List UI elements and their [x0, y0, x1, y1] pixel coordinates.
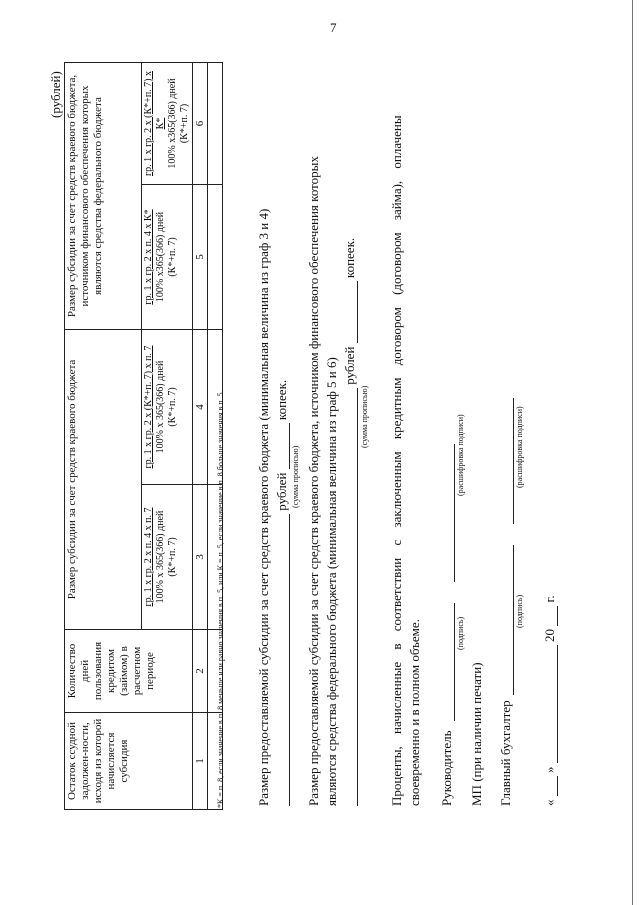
column-number-1: 1 [193, 713, 208, 810]
page-number: 7 [330, 20, 337, 35]
sum-in-words-caption: (сумма прописью) [291, 445, 300, 508]
formula-col4-multiplier: (К*+п. 7) [167, 387, 178, 427]
formula-col3-numerator: гр. 1 х гр. 2 х п. 4 х п. 7 [143, 507, 154, 607]
head-signature-row [439, 444, 455, 806]
head-label: Руководитель [439, 730, 454, 806]
federal-subsidy-amount-row [342, 238, 358, 806]
date-month-field [544, 645, 558, 763]
column-number-3: 3 [193, 485, 208, 630]
header-days-of-use: Количество дней пользования кредитом (займом) в расчетном периоде [65, 630, 193, 713]
head-signature-decode-field [441, 444, 455, 582]
header-loan-balance: Остаток ссудной задолжен-ности, исходя из которой начисляется субсидия [65, 713, 193, 810]
decode-caption: (расшифровка подписи) [456, 414, 465, 496]
formula-col4-denominator: 100% х 365(366) дней [155, 360, 166, 454]
header-regional-budget-group: Размер субсидии за счет средств краевого бюджета [65, 330, 142, 630]
column-number-5: 5 [193, 185, 208, 330]
signature-caption: (подпись) [456, 616, 465, 650]
kopecks-label: копеек. [342, 237, 357, 279]
federal-subsidy-rubles-field [344, 388, 358, 806]
date-quote-open: « [542, 799, 557, 806]
formula-col6-denominator: 100% х365(366) дней [167, 78, 178, 169]
header-federal-source-group: Размер субсидии за счет средств краевого бюджета, источником финансового обеспечения которых являются средства федерального бюджета [65, 63, 142, 330]
rubles-label: рублей [342, 346, 357, 385]
rubles-label: рублей [274, 472, 289, 511]
column-number-4: 4 [193, 330, 208, 485]
regional-subsidy-label: Размер предоставляемой субсидии за счет средств краевого бюджета (минимальная величина из граф 3 и 4) [256, 208, 271, 806]
subsidy-calculation-table [64, 62, 223, 810]
formula-col5-multiplier: (К*+п. 7) [167, 237, 178, 277]
decode-caption: (расшифровка подписи) [515, 406, 524, 488]
date-quote-close: » [542, 766, 557, 773]
interest-statement-line1: Проценты, начисленные в соответствии с заключенным кредитным договором (договором займа), оплачены [389, 115, 404, 806]
accountant-label: Главный бухгалтер [498, 700, 513, 806]
formula-col4 [142, 330, 193, 485]
formula-col3-multiplier: (К*+п. 7) [167, 537, 178, 577]
regional-subsidy-amount-row [274, 380, 290, 806]
signature-caption: (подпись) [515, 594, 524, 628]
page-edge-line [632, 0, 633, 905]
kopecks-label: копеек. [274, 379, 289, 421]
stamp-label: МП (при наличии печати) [469, 662, 484, 806]
federal-subsidy-kopecks-field [344, 281, 358, 343]
column-number-6: 6 [193, 63, 208, 185]
formula-col4-numerator: гр. 1 х гр. 2 х (К*+п. 7) х п. 7 [143, 345, 154, 469]
federal-subsidy-label-line2: являются средства федерального бюджета (минимальная величина из граф 5 и 6) [324, 357, 339, 806]
regional-subsidy-rubles-field [276, 514, 290, 806]
data-cell [208, 185, 223, 330]
date-year-prefix: 20 [542, 629, 557, 642]
formula-col5-numerator: гр. 1 х гр. 2 х п. 4 х К* [143, 209, 154, 305]
federal-subsidy-label-row [324, 357, 340, 806]
date-year-suffix: г. [542, 595, 557, 603]
formula-col5 [142, 185, 193, 330]
accountant-signature-row [498, 398, 514, 806]
formula-col6-multiplier: (К*+п. 7) [179, 103, 190, 144]
currency-unit-note: (рублей) [48, 71, 63, 118]
date-year-field [544, 606, 558, 626]
date-row [542, 595, 558, 806]
federal-subsidy-label-line1: Размер предоставляемой субсидии за счет средств краевого бюджета, источником финансового обеспечения которых [306, 156, 321, 806]
k-footnote: *К = п. 8, если значение в п. 8 меньше или равно значения в п. 5, или К = п. 5, если значение в п. 8 больше значения в п. 5. [216, 390, 225, 808]
formula-col5-denominator: 100% х365(366) дней [155, 211, 166, 303]
accountant-signature-decode-field [500, 398, 514, 524]
data-cell [208, 63, 223, 185]
head-signature-field [441, 603, 455, 721]
regional-subsidy-kopecks-field [276, 423, 290, 469]
formula-col3 [142, 485, 193, 630]
interest-statement-line2: своевременно и в полном объеме. [407, 619, 422, 806]
column-number-2: 2 [193, 630, 208, 713]
formula-col6 [142, 63, 193, 185]
accountant-signature-field [500, 545, 514, 695]
sum-in-words-caption: (сумма прописью) [360, 385, 369, 448]
formula-col3-denominator: 100% х 365(366) дней [155, 510, 166, 604]
formula-col6-numerator: гр. 1 х гр. 2 х (К*+п. 7) х К* [143, 70, 166, 177]
date-day-field [544, 776, 558, 796]
rotated-form-sheet [34, 58, 594, 878]
